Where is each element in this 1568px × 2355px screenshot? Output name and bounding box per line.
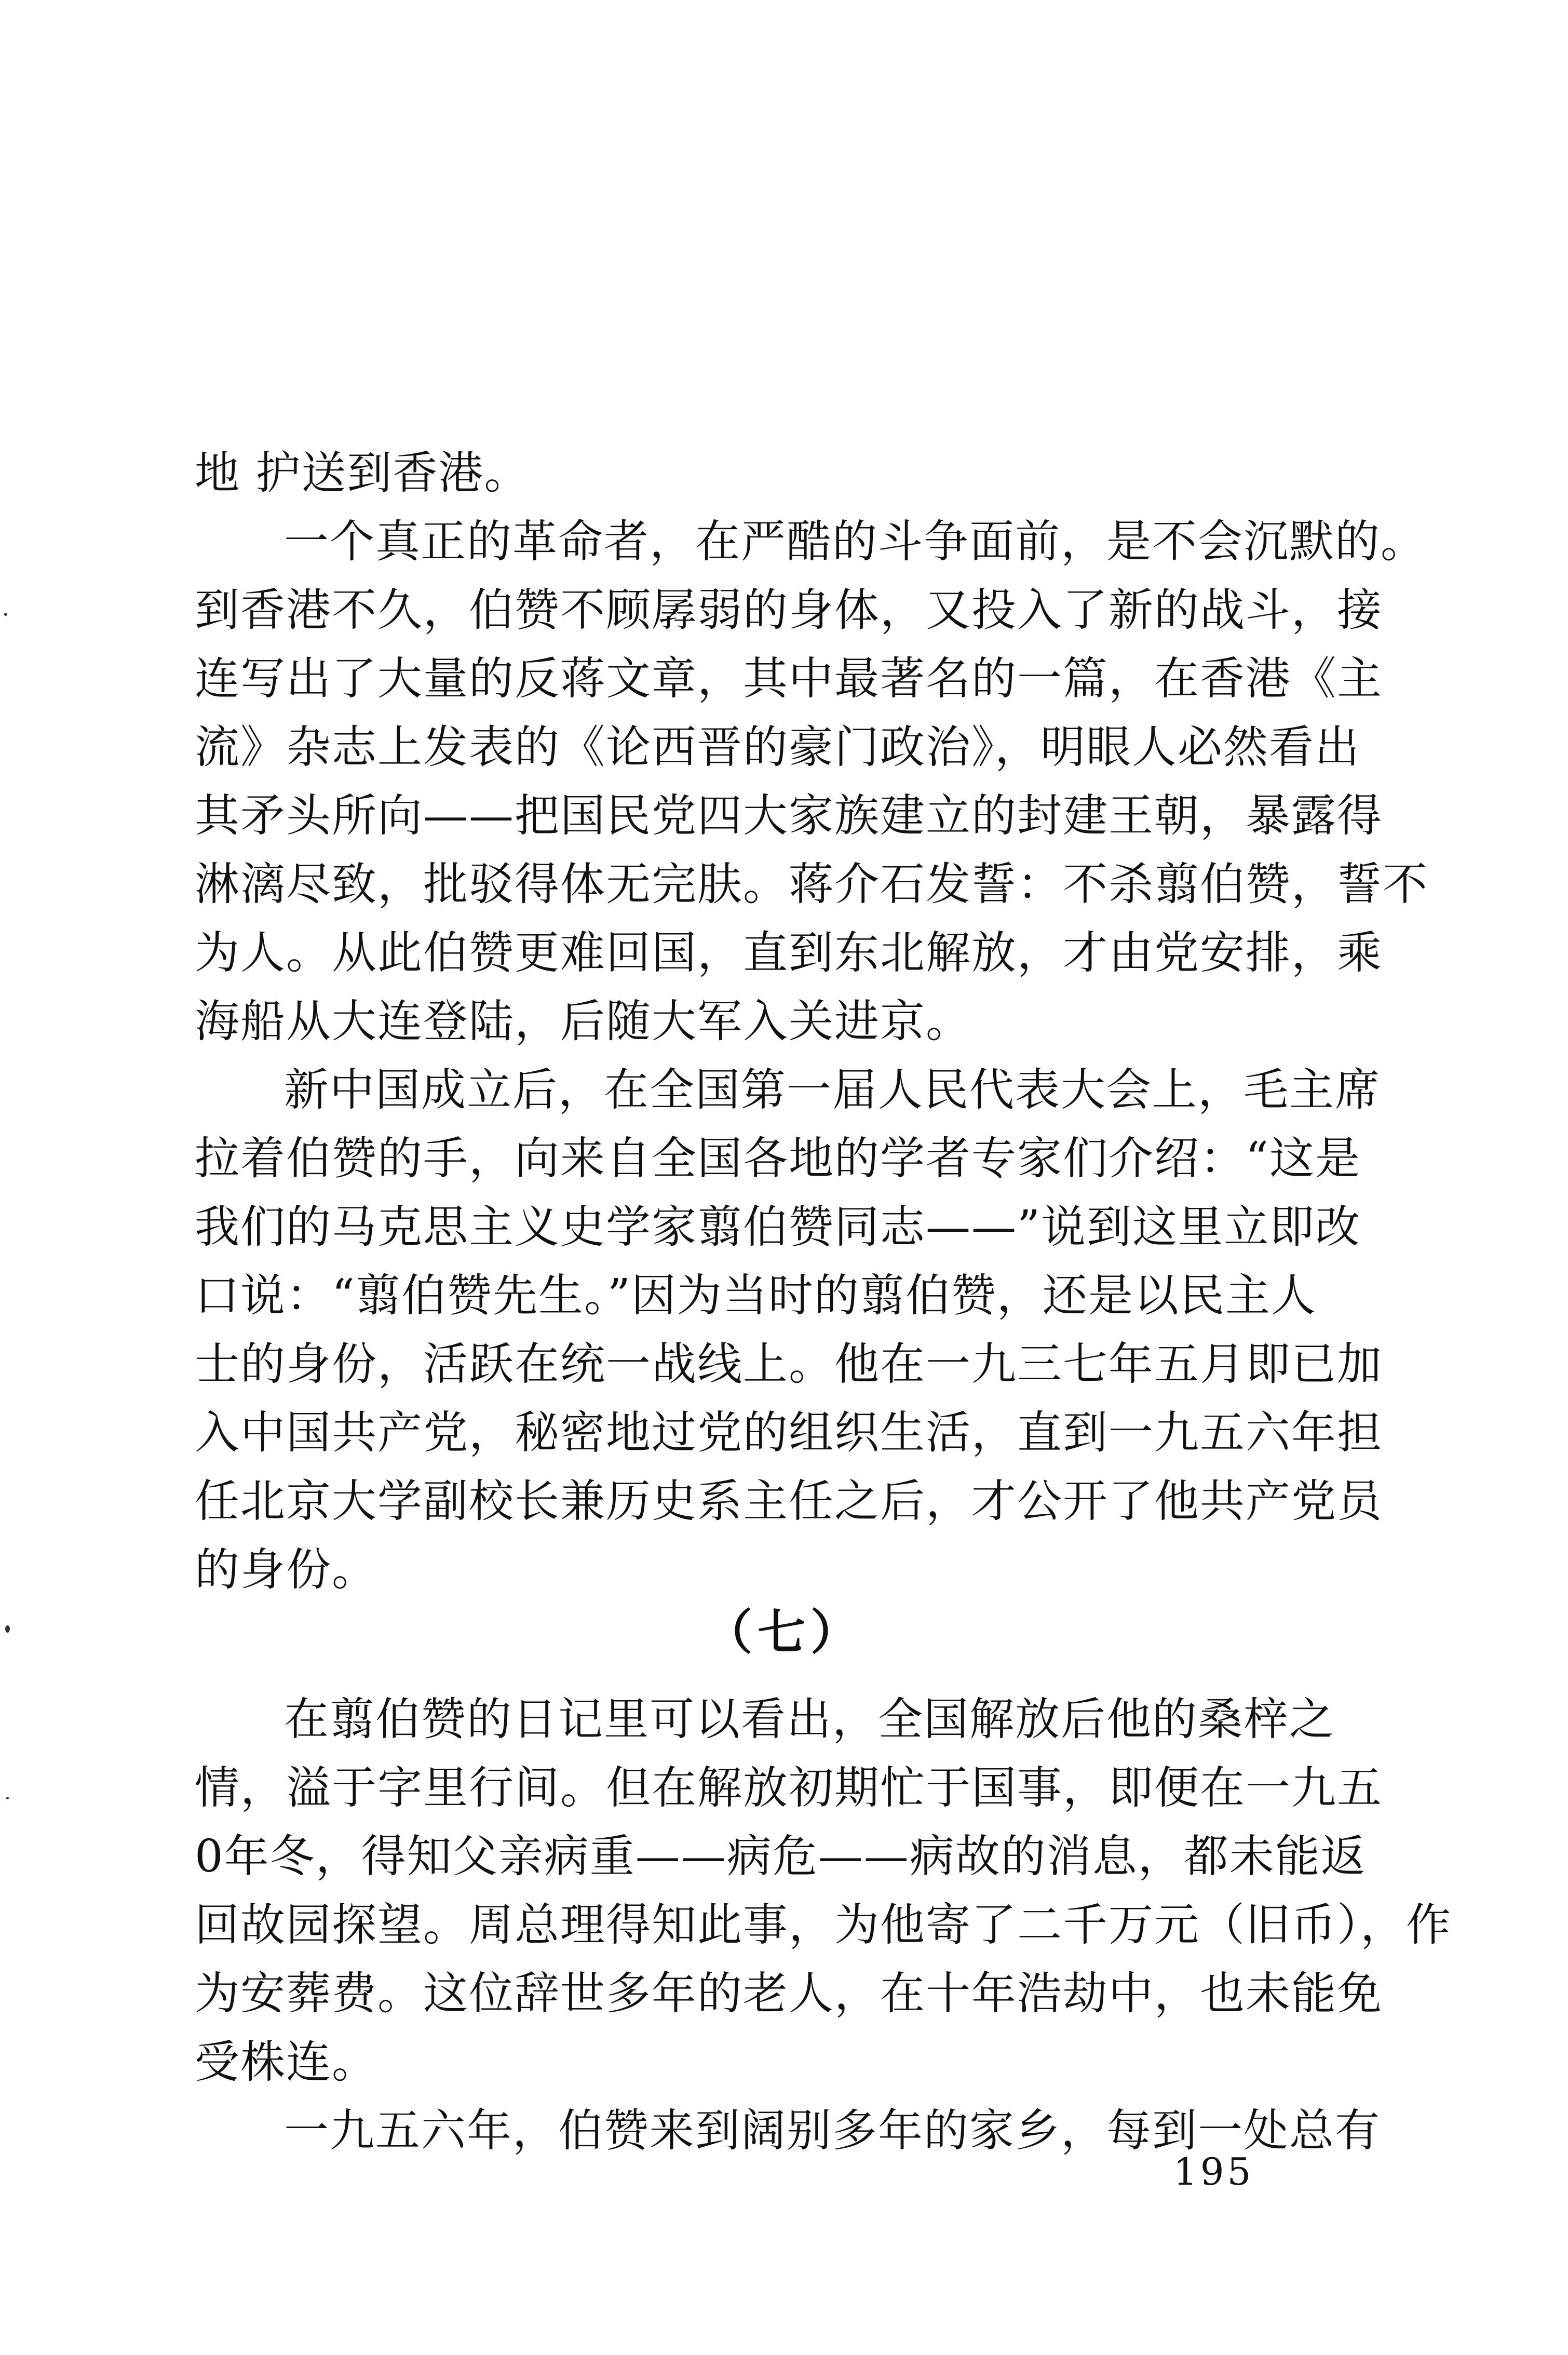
text-line: 的身份。 bbox=[195, 1544, 377, 1596]
text-line: 我们的马克思主义史学家翦伯赞同志——”说到这里立即改 bbox=[195, 1201, 1361, 1253]
text-line: 入中国共产党，秘密地过党的组织生活，直到一九五六年担 bbox=[195, 1407, 1383, 1459]
body-text-upper bbox=[195, 439, 1428, 1604]
text-line: 情，溢于字里行间。但在解放初期忙于国事，即便在一九五 bbox=[195, 1762, 1383, 1814]
paragraph-start-line: 在翦伯赞的日记里可以看出，全国解放后他的桑梓之 bbox=[284, 1693, 1335, 1745]
text-line: 连写出了大量的反蒋文章，其中最著名的一篇，在香港《主 bbox=[195, 653, 1383, 705]
text-line: 0年冬，得知父亲病重——病危——病故的消息，都未能返 bbox=[195, 1831, 1367, 1882]
section-heading: （七） bbox=[704, 1604, 863, 1660]
paragraph-start-line: 新中国成立后，在全国第一届人民代表大会上，毛主席 bbox=[284, 1064, 1381, 1116]
text-line: 任北京大学副校长兼历史系主任之后，才公开了他共产党员 bbox=[195, 1475, 1383, 1527]
text-line: 为安葬费。这位辞世多年的老人，在十年浩劫中，也未能免 bbox=[195, 1968, 1383, 2020]
text-line: 士的身份，活跃在统一战线上。他在一九三七年五月即已加 bbox=[195, 1338, 1383, 1390]
text-line: 回故园探望。周总理得知此事，为他寄了二千万元（旧币），作 bbox=[195, 1899, 1452, 1951]
scan-speck bbox=[4, 613, 7, 616]
text-line: 拉着伯赞的手，向来自全国各地的学者专家们介绍：“这是 bbox=[195, 1133, 1361, 1185]
text-line: 口说：“翦伯赞先生。”因为当时的翦伯赞，还是以民主人 bbox=[195, 1270, 1317, 1322]
scan-speck bbox=[5, 1625, 10, 1633]
paragraph-start-line: 一个真正的革命者，在严酷的斗争面前，是不会沉默的。 bbox=[284, 516, 1426, 568]
text-line: 为人。从此伯赞更难回国，直到东北解放，才由党安排，乘 bbox=[195, 927, 1383, 979]
text-line: 淋漓尽致，批驳得体无完肤。蒋介石发誓：不杀翦伯赞，誓不 bbox=[195, 858, 1428, 910]
text-line: 海船从大连登陆，后随大军入关进京。 bbox=[195, 995, 971, 1047]
text-line: 地 护送到香港。 bbox=[195, 447, 530, 499]
paragraph-start-line: 一九五六年，伯赞来到阔别多年的家乡，每到一处总有 bbox=[284, 2105, 1381, 2157]
scan-speck bbox=[6, 1797, 9, 1799]
text-line: 受株连。 bbox=[195, 2036, 377, 2088]
page-number: 195 bbox=[1173, 2150, 1254, 2193]
text-line: 流》杂志上发表的《论西晋的豪门政治》，明眼人必然看出 bbox=[195, 721, 1360, 773]
text-line: 到香港不久，伯赞不顾孱弱的身体，又投入了新的战斗，接 bbox=[195, 584, 1383, 636]
text-line: 其矛头所向——把国民党四大家族建立的封建王朝，暴露得 bbox=[195, 790, 1383, 842]
body-text-lower bbox=[195, 1685, 1452, 2165]
